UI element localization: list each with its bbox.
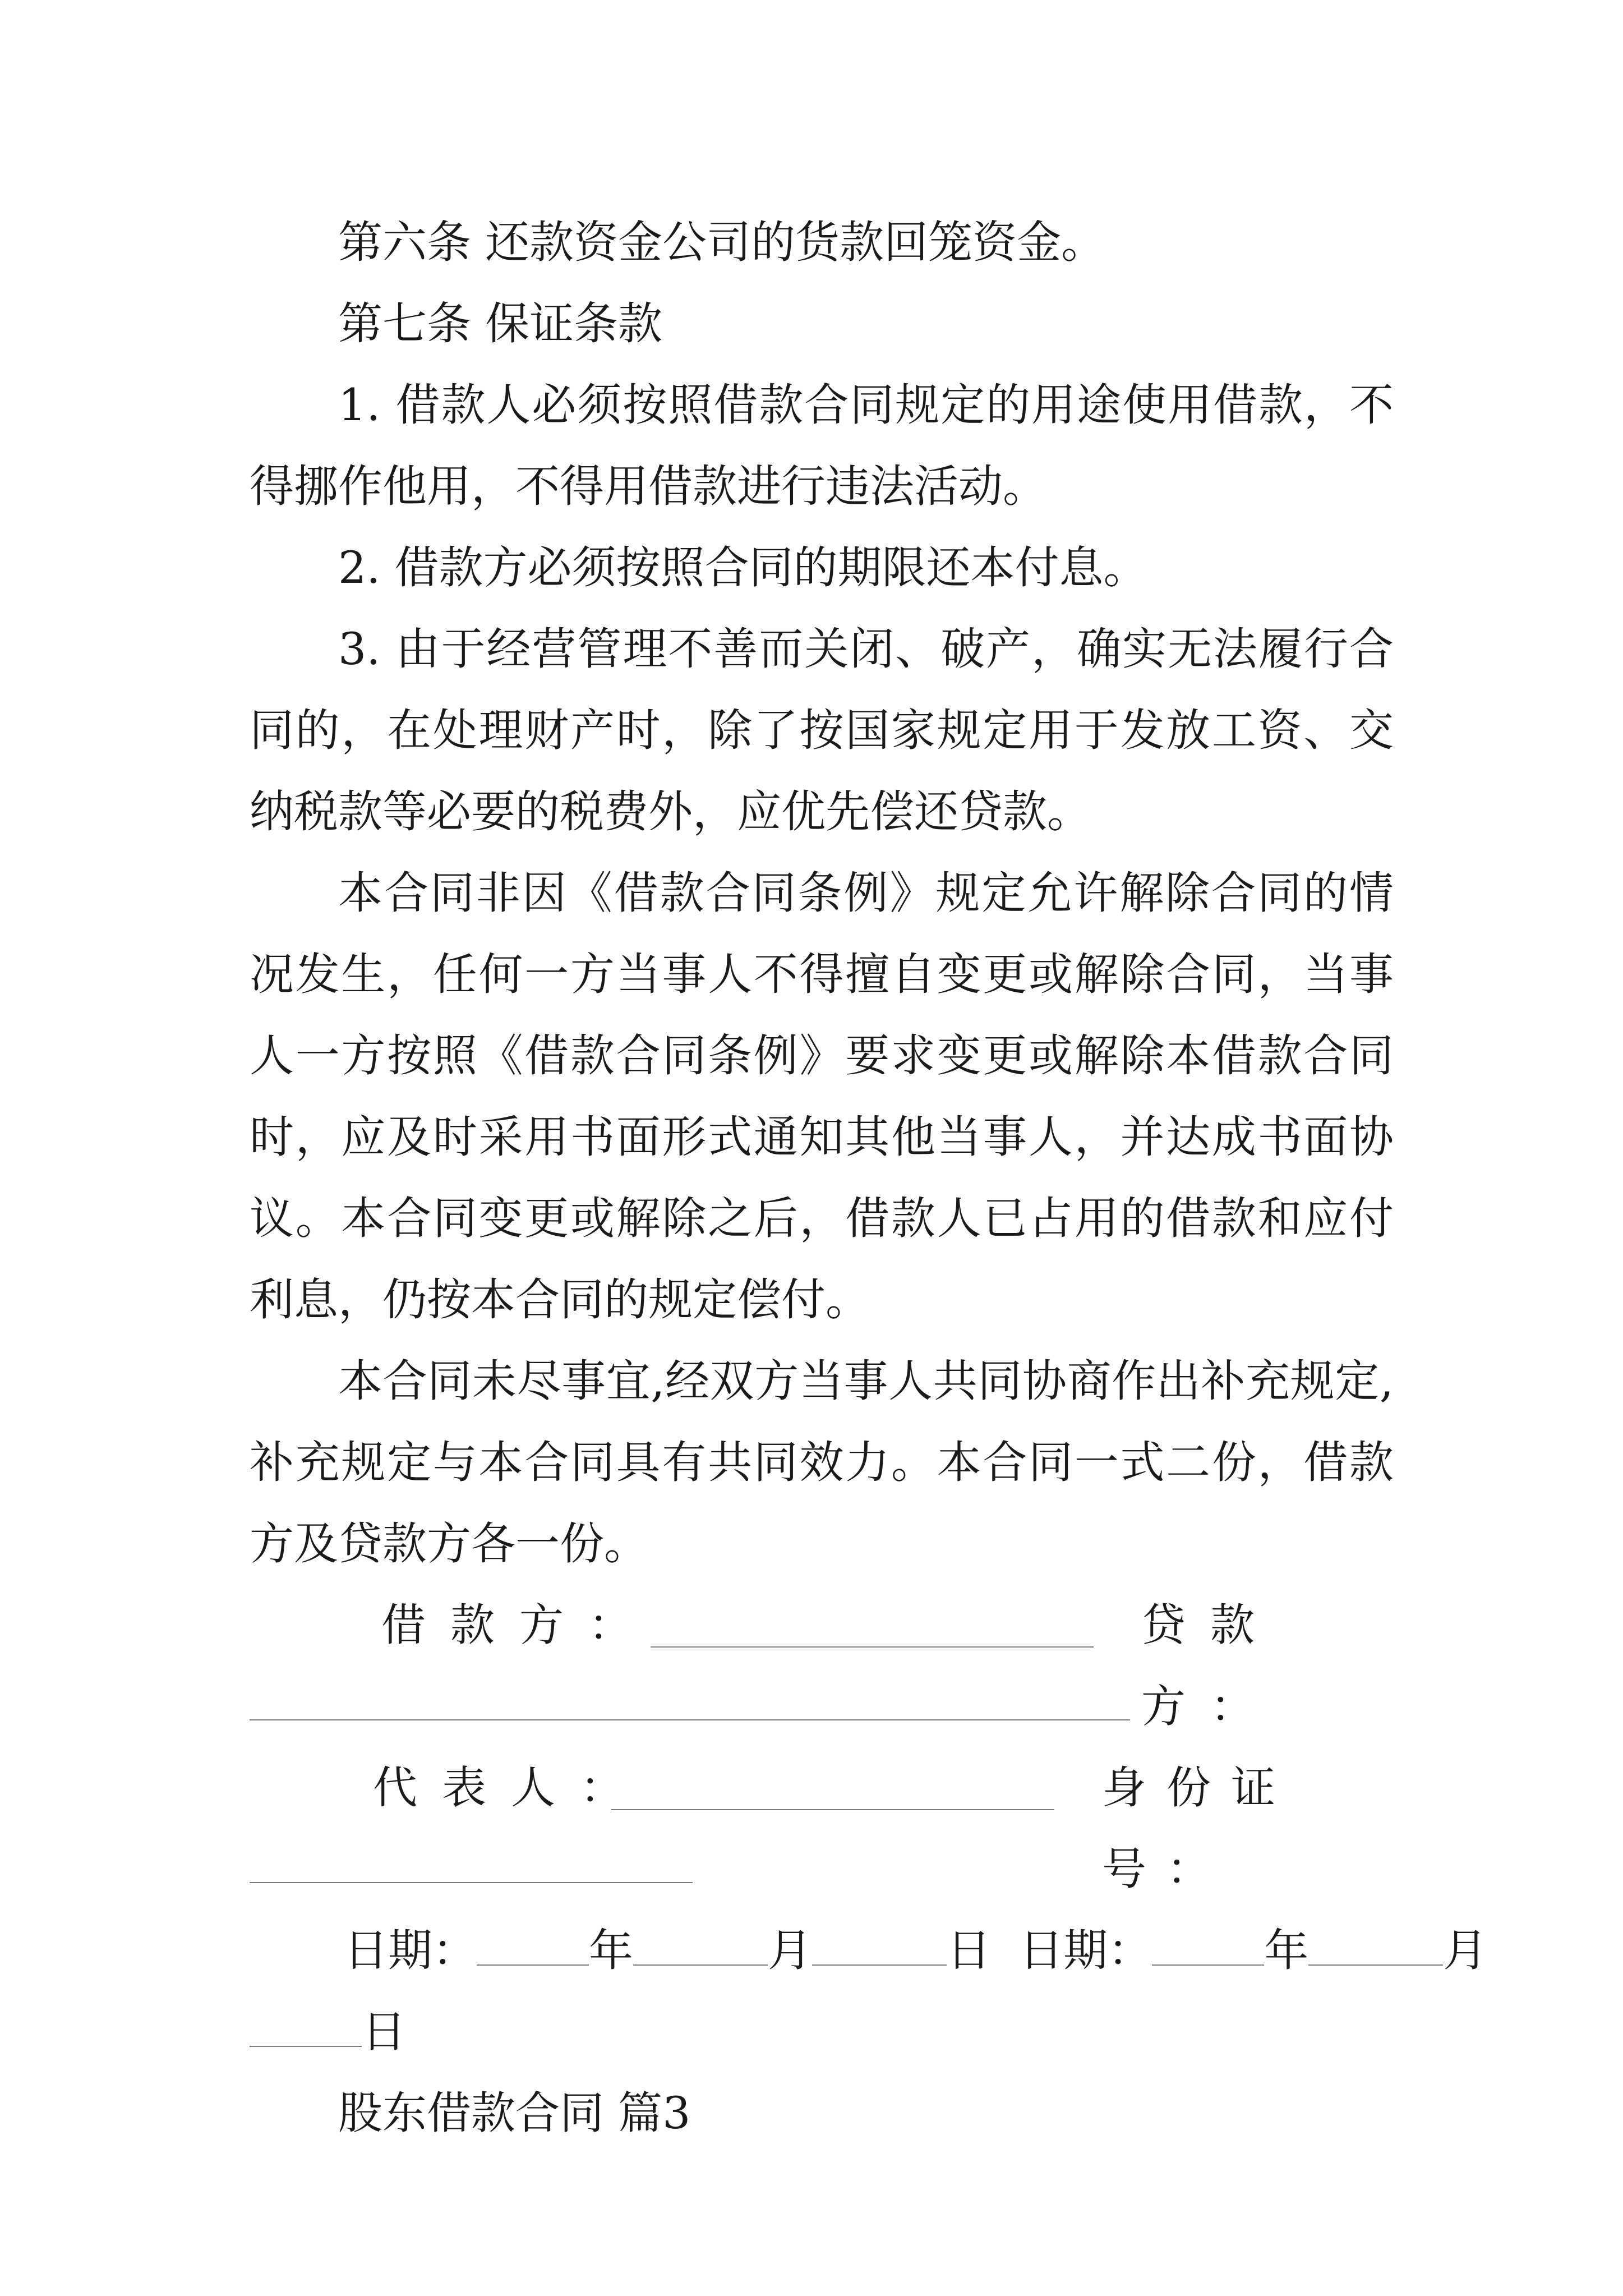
clause-1: 1. 借款人必须按照借款合同规定的用途使用借款，不得挪作他用，不得用借款进行违法活动。 [250,379,1394,512]
day-blank-lender[interactable] [250,2012,362,2047]
borrower-label: 借款方： [381,1599,657,1651]
next-section-heading: 股东借款合同 篇3 [338,2087,691,2139]
date-row-continued [250,1991,1394,2073]
paragraph-miscellaneous: 本合同未尽事宜,经双方当事人共同协商作出补充规定,补充规定与本合同具有共同效力。本合同一式二份，借款方及贷款方各一份。 [250,1355,1394,1570]
article-7-heading: 第七条 保证条款 [338,298,663,349]
clause-3: 3. 由于经营管理不善而关闭、破产，确实无法履行合同的，在处理财产时，除了按国家规定用于发放工资、交纳税款等必要的税费外，应优先偿还贷款。 [250,623,1394,838]
signature-row-representative [250,1747,1394,1895]
year-label-lender: 年 [1264,1925,1309,1976]
day-blank-borrower[interactable] [812,1931,947,1966]
month-blank-lender[interactable] [1308,1931,1443,1966]
id-number-label: 身份证号： [1102,1762,1295,1895]
month-label-borrower: 月 [768,1925,812,1976]
day-label-lender: 日 [362,2006,406,2058]
id-line-row [250,1829,1394,1910]
date-row [250,1910,1488,1991]
date-label-borrower: 日期： [344,1925,477,1976]
lender-line-row [250,1666,1394,1747]
signature-row-parties [250,1585,1394,1732]
year-blank-borrower[interactable] [477,1931,589,1966]
article-6: 第六条 还款资金公司的货款回笼资金。 [338,217,1106,268]
lender-signature-line[interactable] [250,1719,1130,1720]
representative-label: 代表人： [373,1762,649,1814]
lender-label: 贷款方： [1141,1599,1279,1732]
borrower-signature-line[interactable] [651,1646,1094,1648]
month-label-lender: 月 [1443,1925,1488,1976]
month-blank-borrower[interactable] [633,1931,768,1966]
day-label-borrower: 日 [947,1925,991,1976]
date-label-lender: 日期： [1019,1925,1152,1976]
id-number-line[interactable] [250,1882,693,1883]
year-label-borrower: 年 [589,1925,633,1976]
year-blank-lender[interactable] [1152,1931,1264,1966]
clause-2: 2. 借款方必须按照合同的期限还本付息。 [338,542,1148,593]
representative-signature-line[interactable] [611,1809,1054,1810]
paragraph-change-termination: 本合同非因《借款合同条例》规定允许解除合同的情况发生，任何一方当事人不得擅自变更或解除合同，当事人一方按照《借款合同条例》要求变更或解除本借款合同时，应及时采用书面形式通知其他当事人，并达成书面协议。本合同变更或解除之后，借款人已占用的借款和应付利息，仍按本合同的规定偿付。 [250,867,1394,1326]
document-page [250,202,1488,2154]
